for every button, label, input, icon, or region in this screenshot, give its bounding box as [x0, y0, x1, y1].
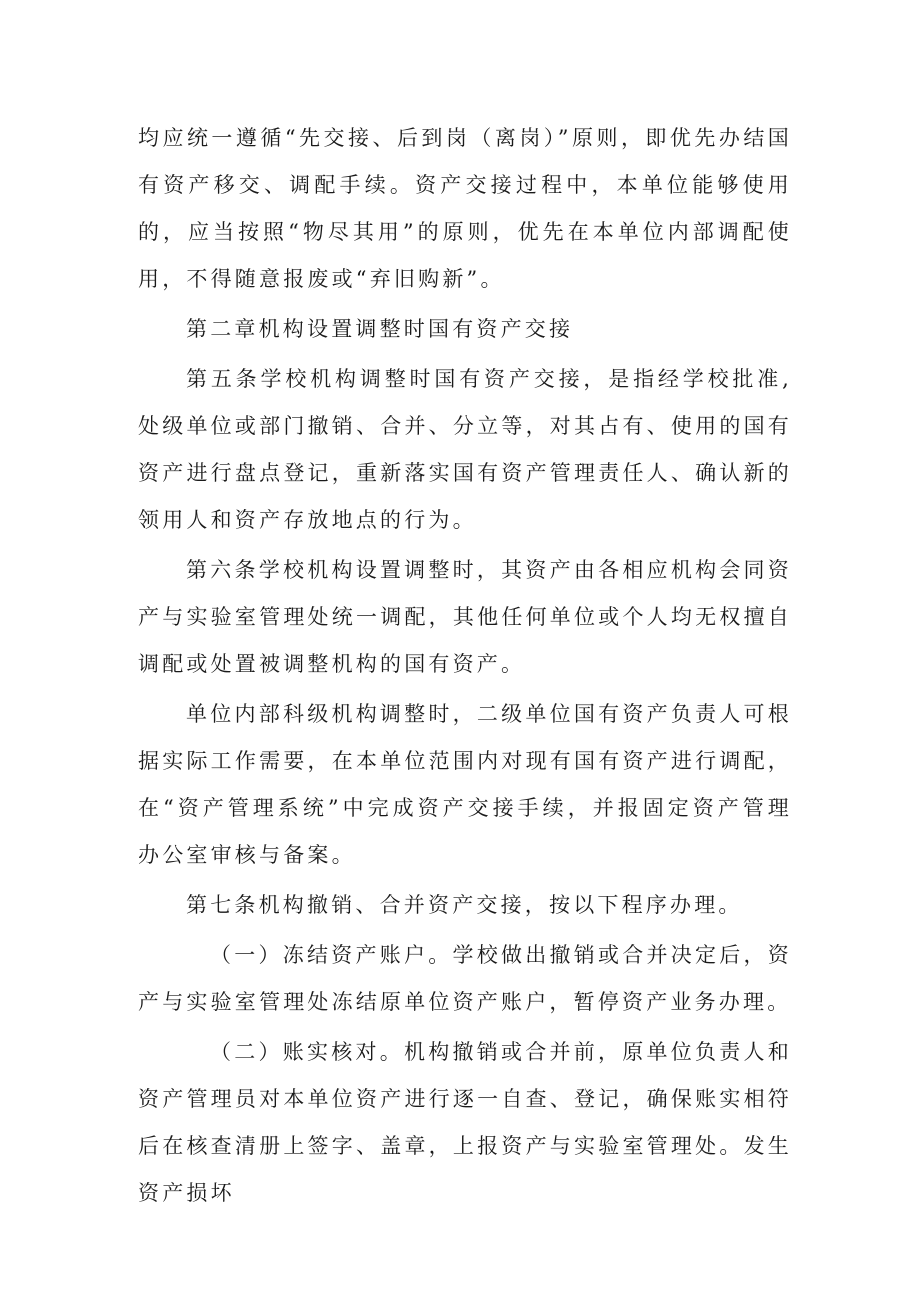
document-body — [138, 115, 792, 1217]
item-2-paragraph: （二）账实核对。机构撤销或合并前，原单位负责人和资产管理员对本单位资产进行逐一自查、登记，确保账实相符后在核查清册上签字、盖章，上报资产与实验室管理处。发生资产损坏 — [138, 1040, 792, 1205]
article-5-paragraph: 第五条学校机构调整时国有资产交接，是指经学校批准,处级单位或部门撤销、合并、分立等，对其占有、使用的国有资产进行盘点登记，重新落实国有资产管理责任人、确认新的领用人和资产存放地点的行为。 — [138, 367, 792, 532]
item-1-paragraph: （一）冻结资产账户。学校做出撤销或合并决定后，资产与实验室管理处冻结原单位资产账户，暂停资产业务办理。 — [138, 943, 792, 1014]
article-7-paragraph: 第七条机构撤销、合并资产交接，按以下程序办理。 — [186, 893, 743, 917]
article-6-sub-paragraph: 单位内部科级机构调整时，二级单位国有资产负责人可根据实际工作需要，在本单位范围内对现有国有资产进行调配，在“资产管理系统”中完成资产交接手续，并报固定资产管理办公室审核与备案。 — [138, 702, 792, 867]
chapter-heading: 第二章机构设置调整时国有资产交接 — [186, 317, 574, 341]
paragraph-continuation: 均应统一遵循“先交接、后到岗（离岗）”原则，即优先办结国有资产移交、调配手续。资产交接过程中，本单位能够使用的，应当按照“物尽其用”的原则，优先在本单位内部调配使用，不得随意报废或“弃旧购新”。 — [138, 126, 792, 291]
article-6-paragraph: 第六条学校机构设置调整时，其资产由各相应机构会同资产与实验室管理处统一调配，其他任何单位或个人均无权擅自调配或处置被调整机构的国有资产。 — [138, 558, 792, 676]
